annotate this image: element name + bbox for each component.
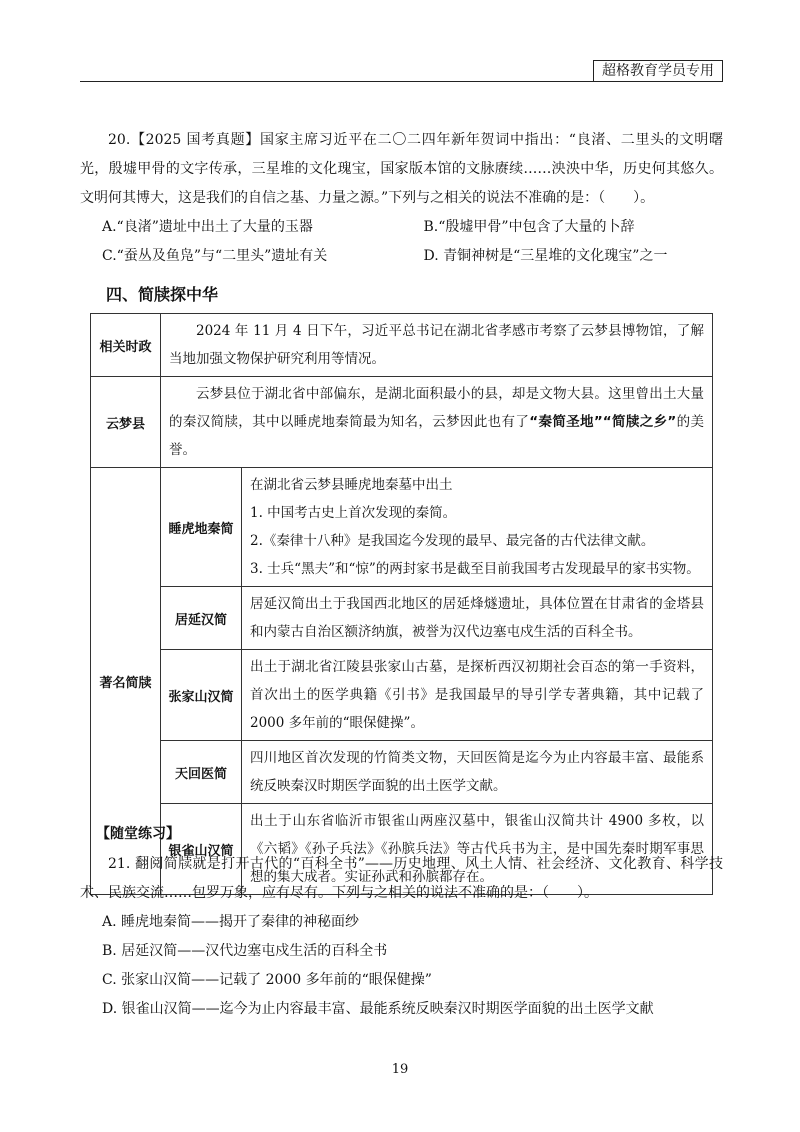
q21-option-d: D. 银雀山汉简——迄今为止内容最丰富、最能系统反映秦汉时期医学面貌的出土医学文献 (102, 1001, 654, 1017)
q21-text: 21. 翻阅简牍就是打开古代的“百科全书”——历史地理、风土人情、社会经济、文化教育、科学技术、民族交流……包罗万象，应有尽有。下列与之相关的说法不准确的是：（ ）。 (80, 856, 723, 901)
table-row (91, 468, 713, 587)
slip-content-yinqueshan: 出土于山东省临沂市银雀山两座汉墓中，银雀山汉简共计 4900 多枚，以《六韬》《孙子兵法》《孙膑兵法》等古代兵书为主，是中国先秦时期军事思想的集大成者。实证孙武和孙膑都存在。 (250, 813, 704, 885)
slip-content-zhangjiashan: 出土于湖北省江陵县张家山古墓，是探析西汉初期社会百态的第一手资料，首次出土的医学典籍《引书》是我国最早的导引学专著典籍，其中记载了 2000 多年前的“眼保健操”。 (250, 659, 704, 731)
bamboo-slips-table (90, 313, 713, 895)
honor-titles: “秦简圣地”“简牍之乡” (529, 414, 677, 430)
q21-option-c: C. 张家山汉简——记载了 2000 多年前的“眼保健操” (102, 972, 432, 988)
table-row (91, 587, 713, 650)
q20-number: 20.【2025 国考真题】 (108, 132, 260, 148)
slip-name-shuihudi: 睡虎地秦简 (161, 468, 242, 587)
table-row (91, 377, 713, 468)
q20-option-c: C.“蚕丛及鱼凫”与“二里头”遗址有关 (102, 248, 328, 264)
table-row (91, 741, 713, 804)
row-label-yunmeng: 云梦县 (91, 377, 161, 468)
table-row (91, 650, 713, 741)
q21-option-b: B. 居延汉简——汉代边塞屯戍生活的百科全书 (102, 943, 388, 959)
q21-option-a: A. 睡虎地秦简——揭开了秦律的神秘面纱 (102, 914, 360, 930)
row-content-yunmeng: 云梦县位于湖北省中部偏东，是湖北面积最小的县，却是文物大县。这里曾出土大量的秦汉简牍，其中以睡虎地秦简最为知名，云梦因此也有了“秦简圣地”“简牍之乡”的美誉。 (169, 386, 705, 458)
question-21 (80, 850, 723, 1024)
slip-content-shuihudi: 在湖北省云梦县睡虎地秦墓中出土 1. 中国考古史上首次发现的秦简。 2.《秦律十八种》是我国迄今发现的最早、最完备的古代法律文献。 3. 士兵“黑夫”和“惊”的两封家书是截至目前我国考古发现最早的家书实物。 (242, 468, 713, 587)
row-label-time: 相关时政 (91, 314, 161, 377)
q20-option-d: D. 青铜神树是“三星堆的文化瑰宝”之一 (423, 248, 668, 264)
question-20 (80, 126, 723, 271)
row-label-famous: 著名简牍 (91, 468, 161, 895)
table-row (91, 314, 713, 377)
slip-content-tianhui: 四川地区首次发现的竹简类文物，天回医简是迄今为止内容最丰富、最能系统反映秦汉时期医学面貌的出土医学文献。 (250, 750, 704, 794)
slip-name-juyan: 居延汉简 (161, 587, 242, 650)
row-content-time: 2024 年 11 月 4 日下午，习近平总书记在湖北省孝感市考察了云梦县博物馆，了解当地加强文物保护研究利用等情况。 (169, 323, 704, 367)
header-tag: 超格教育学员专用 (593, 60, 723, 82)
slip-name-yinqueshan: 银雀山汉简 (161, 804, 242, 895)
q20-text: 国家主席习近平在二〇二四年新年贺词中指出：“良渚、二里头的文明曙光，殷墟甲骨的文字传承，三星堆的文化瑰宝，国家版本馆的文脉赓续……泱泱中华，历史何其悠久。文明何其博大，这是我们的自信之基、力量之源。”下列与之相关的说法不准确的是：（ ）。 (80, 132, 723, 206)
section-title: 四、简牍探中华 (106, 285, 219, 304)
slip-name-zhangjiashan: 张家山汉简 (161, 650, 242, 741)
header-divider (80, 81, 723, 82)
practice-title: 【随堂练习】 (96, 826, 180, 842)
slip-name-tianhui: 天回医简 (161, 741, 242, 804)
slip-content-juyan: 居延汉简出土于我国西北地区的居延烽燧遗址，具体位置在甘肃省的金塔县和内蒙古自治区额济纳旗，被誉为汉代边塞屯戍生活的百科全书。 (250, 596, 704, 640)
q20-option-a: A.“良渚”遗址中出土了大量的玉器 (102, 219, 313, 235)
q20-option-b: B.“殷墟甲骨”中包含了大量的卜辞 (423, 219, 635, 235)
page-number: 19 (391, 1062, 409, 1077)
